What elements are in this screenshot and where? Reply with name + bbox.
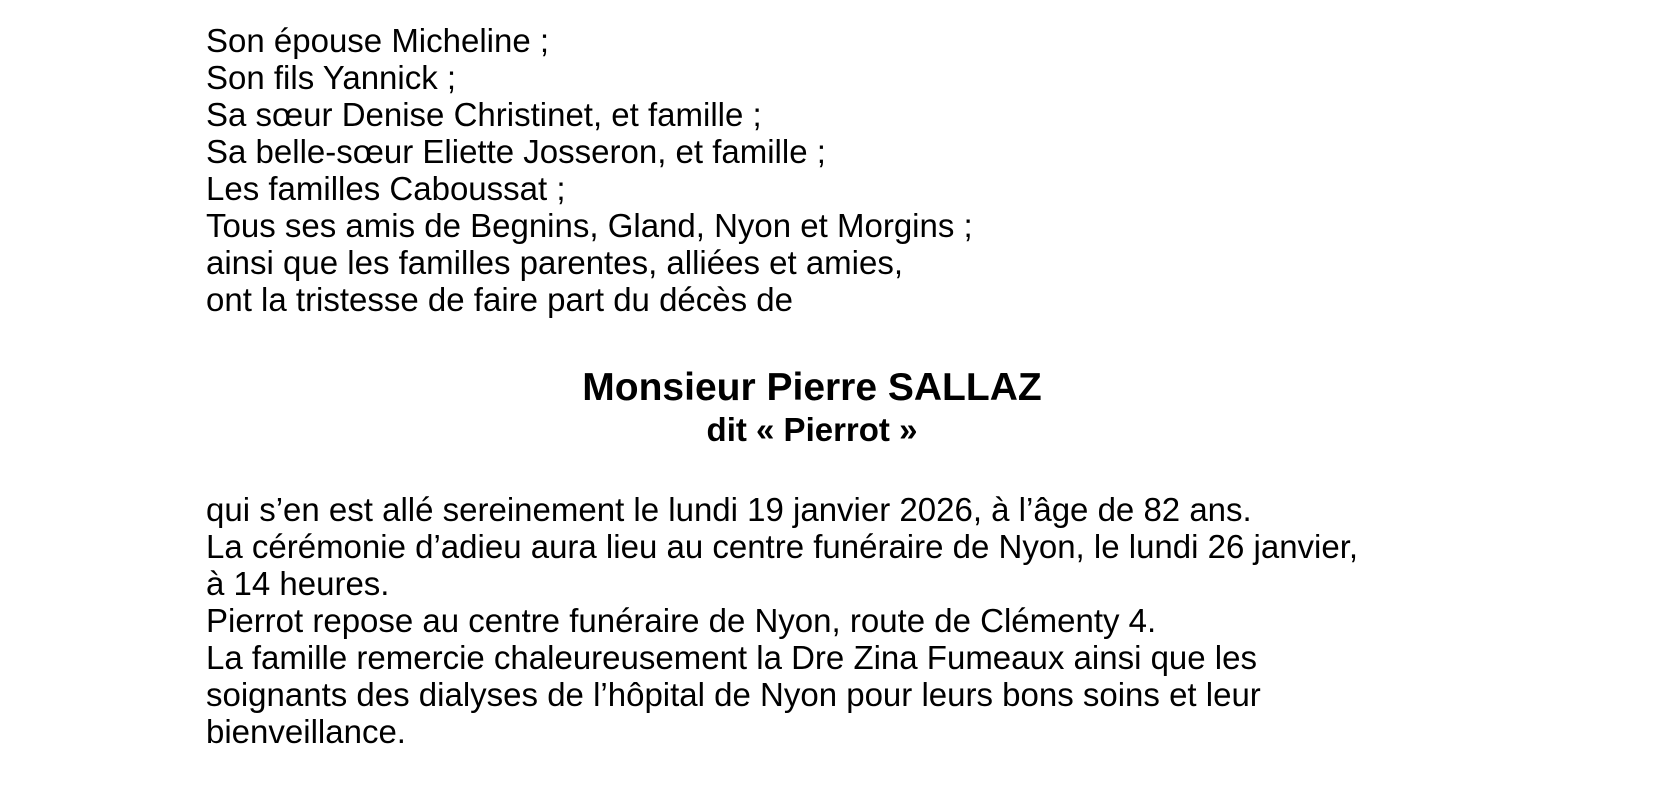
nickname-subtitle: dit « Pierrot » [706,411,918,448]
intro-line: ont la tristesse de faire part du décès de [206,281,794,318]
notice-content [206,22,1418,750]
notice-body [206,491,1418,750]
body-line: bienveillance. [206,713,406,750]
intro-line: Son épouse Micheline ; [206,22,550,59]
intro-line: Tous ses amis de Begnins, Gland, Nyon et Morgins ; [206,207,973,244]
intro-line: Les familles Caboussat ; [206,170,566,207]
body-line: La cérémonie d’adieu aura lieu au centre funéraire de Nyon, le lundi 26 janvier, [206,528,1359,565]
body-line: qui s’en est allé sereinement le lundi 19 janvier 2026, à l’âge de 82 ans. [206,491,1252,528]
intro-line: ainsi que les familles parentes, alliées et amies, [206,244,904,281]
body-line: Pierrot repose au centre funéraire de Nyon, route de Clémenty 4. [206,602,1157,639]
relatives-list [206,22,1418,318]
body-line: soignants des dialyses de l’hôpital de Nyon pour leurs bons soins et leur [206,676,1261,713]
body-line: à 14 heures. [206,565,390,602]
intro-line: Son fils Yannick ; [206,59,457,96]
body-line: La famille remercie chaleureusement la Dre Zina Fumeaux ainsi que les [206,639,1257,676]
deceased-name-title: Monsieur Pierre SALLAZ [582,366,1042,409]
intro-line: Sa sœur Denise Christinet, et famille ; [206,96,762,133]
intro-line: Sa belle-sœur Eliette Josseron, et famille ; [206,133,826,170]
